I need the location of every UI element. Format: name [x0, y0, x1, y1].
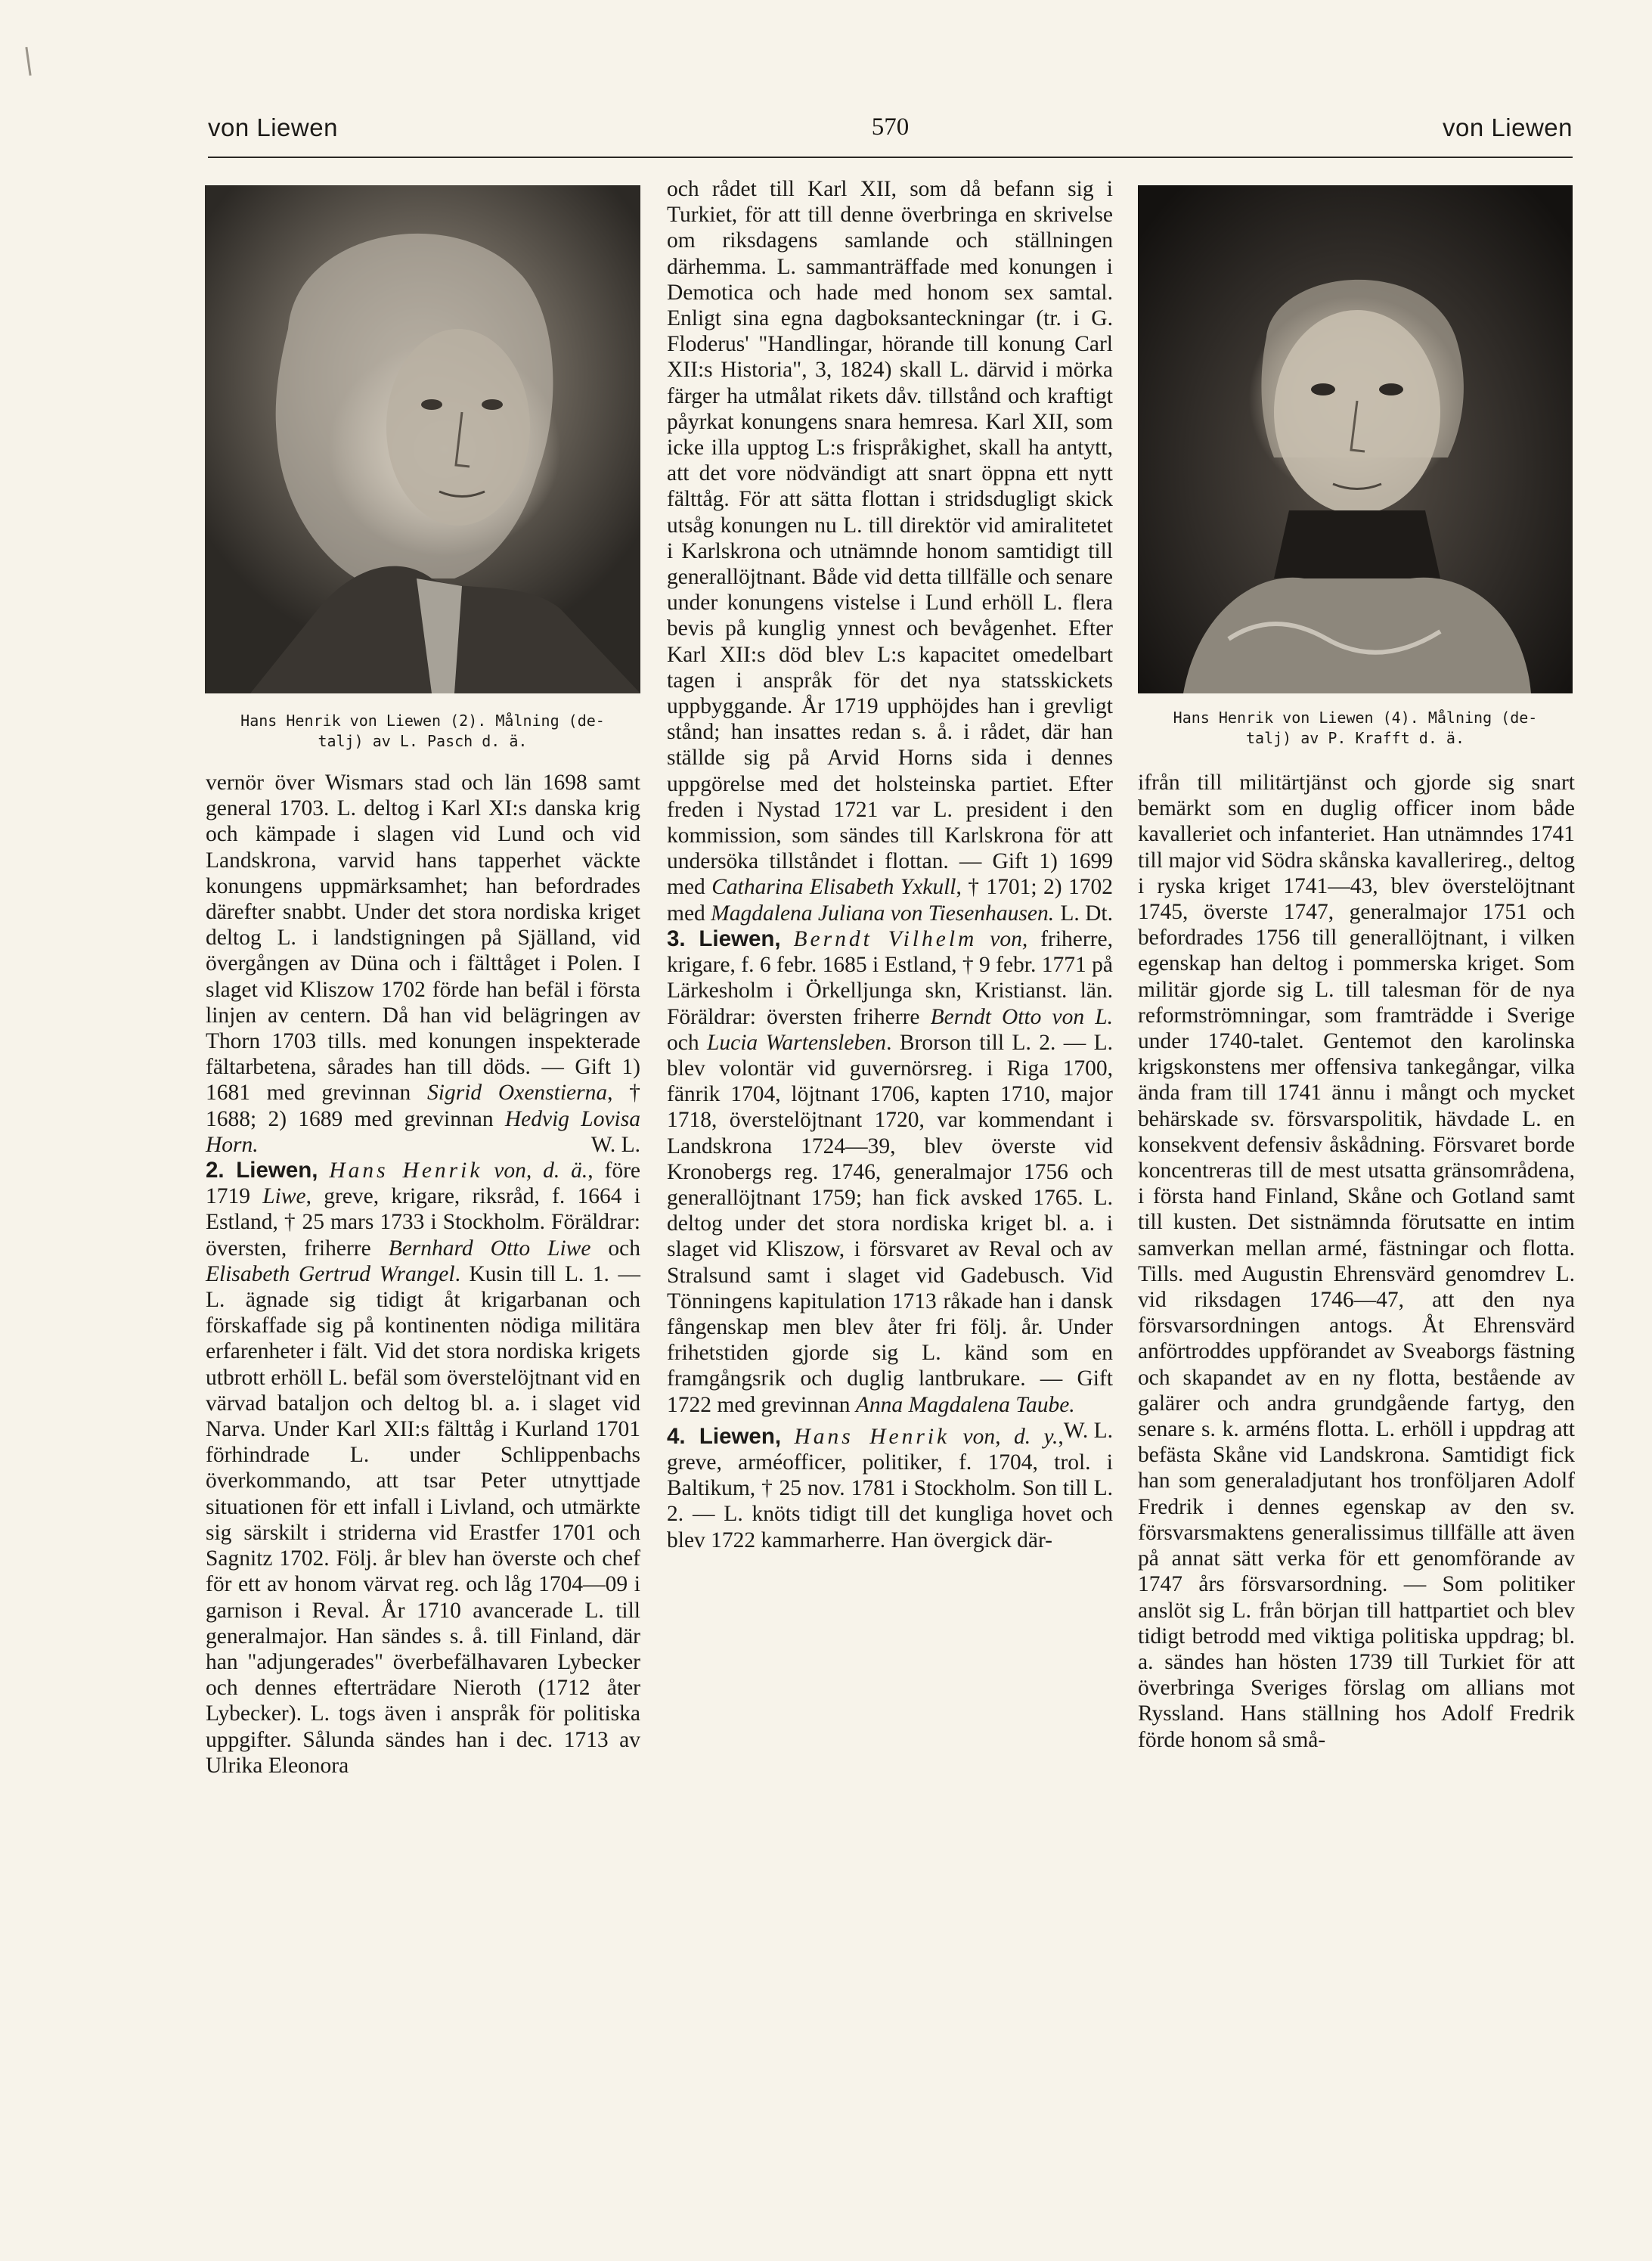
entry-name-suffix: von,: [950, 1424, 1014, 1449]
entry-qualifier: d. ä.: [543, 1158, 588, 1183]
entry-heading: 3. Liewen,: [667, 926, 781, 951]
text-run: , greve, arméofficer, politiker, f. 1704, trol. i Baltikum, † 25 nov. 1781 i Stockholm. Son till L. 2. — L. knöts tidigt till det kungliga hovet och blev 1722 kammarherre. Han övergick där-: [667, 1424, 1113, 1552]
father-name: Berndt Otto von L.: [930, 1004, 1113, 1029]
text-run: och: [667, 1030, 707, 1055]
text-column-1: [206, 770, 640, 1779]
caption-line: talj) av P. Krafft d. ä.: [1246, 729, 1464, 747]
entry-qualifier: d. y.: [1013, 1424, 1058, 1449]
paragraph: ifrån till militärtjänst och gjorde sig snart bemärkt som en duglig officer inom både kavalleriet och infanteriet. Han utnämndes 1741 till major vid Södra skånska kavallerireg., deltog i ryska kriget 1741—43, blev överstelöjtnant 1745, överste 1747, generalmajor 1751 och befordrades 1756 till generallöjtnant, i vilken egenskap han deltog i pommerska kriget. Som militär gjorde sig L. till talesman för de nya reformströmningar, som framträdde i Sverige under 1740-talet. Gentemot den karolinska krigskonstens mer offensiva tankegångar, vilka ända fram till 1741 ännu i mångt och mycket behärskade sv. försvarspolitik, hävdade L. en konsekvent defensiv åskådning. Försvaret borde koncentreras till de mest utsatta gränsområdena, i första hand Finland, Skåne och Gotland samt till kusten. Det sistnämnda förutsatte en intim samverkan mellan armé, fästningar och flotta. Tills. med Augustin Ehrensvärd genomdrev L. vid riksdagen 1746—47, att den nya försvarsordningen antogs. Åt Ehrensvärd anförtroddes uppförandet av Sveaborgs fästning och skapandet av en ny flotta, bestående av galärer och andra grundgående fartyg, den senare s. k. arméns flotta. L. erhöll i uppdrag att befästa Skåne vid Landskrona. Samtidigt fick han som generaladjutant hos tronföljaren Adolf Fredrik i dennes egenskap av den sv. försvarsmaktens generalissimus tillfälle att även på annat sätt verka för ett genomförande av 1747 års försvarsordning. — Som politiker anslöt sig L. från början till hattpartiet och blev tidigt betrodd med viktiga politiska uppdrag; bl. a. sändes han hösten 1739 till Turkiet för att överbringa Sveriges förslag om allians mot Ryssland. Hans ställning hos Adolf Fredrik förde honom så små-: [1138, 771, 1575, 1752]
entry-name-suffix: von,: [482, 1158, 544, 1183]
text-column-3: [1138, 770, 1575, 1753]
author-signature: W. L.: [1063, 1418, 1113, 1443]
portrait-illustration: [1138, 185, 1573, 693]
text-run: och: [590, 1236, 640, 1261]
text-run: . Brorson till L. 2. — L. blev volontär vid guvernörsreg. i Riga 1700, fänrik 1704, löjtnant 1706, kapten 1710, major 1718, överstelöjtnant 1720, var kommendant i Landskrona 1724—39, blev överste vid Kronobergs reg. 1746, generalmajor 1756 och generallöjtnant 1759; han fick avsked 1765. L. deltog under det stora nordiska kriget bl. a. i slaget vid Kliszow, i försvaret av Reval och av Stralsund samt i slaget vid Gadebusch. Vid Tönningens kapitulation 1713 råkade han i dansk fångenskap men blev åter fri följ. år. Under frihetstiden gjorde sig L. känd som en framgångsrik och duglig lantbrukare. — Gift 1722 med grevinnan: [667, 1030, 1113, 1417]
entry-liewen-2: [206, 1158, 640, 1779]
entry-given-name: Hans Henrik: [794, 1424, 950, 1449]
running-header: [208, 113, 1573, 159]
spouse-name: Anna Magdalena Taube.: [855, 1392, 1075, 1417]
entry-heading: 2. Liewen,: [206, 1158, 318, 1183]
text-run: , † 1701; 2) 1702 med: [667, 875, 1114, 926]
scan-mark: [25, 47, 31, 76]
mother-name: Lucia Wartensleben: [706, 1030, 887, 1055]
text-run: , greve, krigare, riksråd, f. 1664 i Estland, † 25 mars 1733 i Stockholm. Föräldrar: översten, friherre: [206, 1184, 641, 1261]
header-left-title: von Liewen: [208, 113, 338, 141]
figure-caption: [1138, 708, 1573, 749]
caption-line: Hans Henrik von Liewen (2). Målning (de-: [240, 712, 605, 730]
entry-given-name: Hans Henrik: [329, 1158, 483, 1183]
spouse-name: Sigrid Oxenstierna: [427, 1081, 608, 1106]
text-column-2: [667, 176, 1113, 1553]
entry-liewen-4: [667, 1424, 1113, 1553]
mother-name: Elisabeth Gertrud Wrangel: [206, 1261, 455, 1286]
author-signature: L. Dt.: [1060, 901, 1113, 926]
father-name: Bernhard Otto Liwe: [388, 1236, 591, 1261]
paragraph: [667, 176, 1113, 926]
caption-line: Hans Henrik von Liewen (4). Målning (de-: [1173, 709, 1538, 727]
text-run: friherre, krigare, f. 6 febr. 1685 i Estland, † 9 febr. 1771 på Lärkesholm i Örkelljunga skn, Kristianst. län. Föräldrar: översten friherre: [667, 926, 1113, 1029]
header-rule: [208, 157, 1573, 158]
text-run: vernör över Wismars stad och län 1698 samt general 1703. L. deltog i Karl XI:s danska krig och kämpade i slagen vid Lund och vid Landskrona, varvid hans tapperhet väckte konungens uppmärksamhet; han befordrades därefter snabbt. Under det stora nordiska kriget deltog L. i landstigningen på Själland, vid övergången av Düna och i fälttåget i Polen. I slaget vid Kliszow 1702 förde han befäl i första linjen av centern. Då han vid belägringen av Thorn 1703 tills. med konungen inspekterade fältarbetena, sårades han till döds. — Gift 1) 1681 med grevinnan: [206, 771, 640, 1106]
text-run: . Kusin till L. 1. — L. ägnade sig tidigt åt krigarbanan och förskaffade sig på kontinenten nödiga militära erfarenheter i fält. Vid det stora nordiska krigets utbrott erhöll L. befäl som överstelöjtnant vid en värvad bataljon och deltog bl. a. i slaget vid Narva. Under Karl XII:s fälttåg i Kurland 1701 förhindrade L. under Schlippenbachs överkommando, att tsar Peter utnyttjade situationen för ett infall i Livland, och utmärkte sig särskilt i striderna vid Erastfer 1701 och Sagnitz 1702. Följ. år blev han överste och chef för ett av honom värvat reg. och låg 1704—09 i garnison i Reval. År 1710 avancerade L. till generalmajor. Han sändes s. å. till Finland, där han "adjungerades" överbefälhavaren Lybecker och dennes efterträdare Nieroth (1712 åter Lybecker). L. togs även i anspråk för politiska uppgifter. Sålunda sändes han i dec. 1713 av Ulrika Eleonora: [206, 1261, 640, 1778]
caption-line: talj) av L. Pasch d. ä.: [318, 732, 528, 750]
spouse-name: Catharina Elisabeth Yxkull: [711, 875, 956, 900]
former-name: Liwe: [262, 1184, 306, 1209]
text-run: och rådet till Karl XII, som då befann sig i Turkiet, för att till denne överbringa en skrivelse om riksdagens samlande och ställningen därhemma. L. sammanträffade med konungen i Demotica och hade med honom sex samtal. Enligt sina egna dagboksanteckningar (tr. i G. Floderus' "Handlingar, hörande till konung Carl XII:s Historia", 3, 1824) skall L. därvid i mörka färger ha utmålat rikets dåv. tillstånd och kraftigt påyrkat konungens snara hemresa. Karl XII, som icke illa upptog L:s frispråkighet, skall ha antytt, att det vore nödvändigt att snart öppna ett nytt fälttåg. För att sätta flottan i stridsdugligt skick utsåg konungen nu L. till direktör vid amiralitetet i Karlskrona och utnämnde honom samtidigt till generallöjtnant. Både vid detta tillfälle och senare under konungens vistelse i Lund erhöll L. flera bevis på kunglig ynnest och bevågenhet. Efter Karl XII:s död blev L:s kapacitet omedelbart tagen i anspråk för det nya statsskickets uppbyggande. År 1719 upphöjdes han i grevligt stånd; han insattes redan s. å. i rådet, där han ställde sig på Arvid Horns sida i dennes uppgörelse med det holsteinska partiet. Efter freden i Nystad 1721 var L. president i den kommission, som sändes till Karlskrona för att undersöka tillståndet i flottan. — Gift 1) 1699 med: [667, 177, 1113, 900]
text-run: , före 1719: [206, 1158, 641, 1209]
author-signature: W. L.: [590, 1132, 640, 1157]
spouse-name: Magdalena Juliana von Tiesenhausen.: [711, 901, 1055, 926]
portrait-illustration: [205, 185, 640, 693]
spouse-name: Hedvig Lovisa Horn.: [206, 1106, 640, 1157]
header-right-title: von Liewen: [1443, 113, 1573, 141]
entry-name-suffix: von,: [977, 926, 1028, 951]
page-number: 570: [871, 113, 910, 141]
portrait-hans-henrik-4: [1138, 185, 1573, 693]
text-run: , † 1688; 2) 1689 med grevinnan: [206, 1081, 641, 1131]
portrait-hans-henrik-2: [205, 185, 640, 693]
entry-heading: 4. Liewen,: [667, 1423, 782, 1449]
figure-caption: [205, 711, 640, 752]
paragraph: [206, 770, 640, 1158]
entry-given-name: Berndt Vilhelm: [793, 926, 978, 951]
